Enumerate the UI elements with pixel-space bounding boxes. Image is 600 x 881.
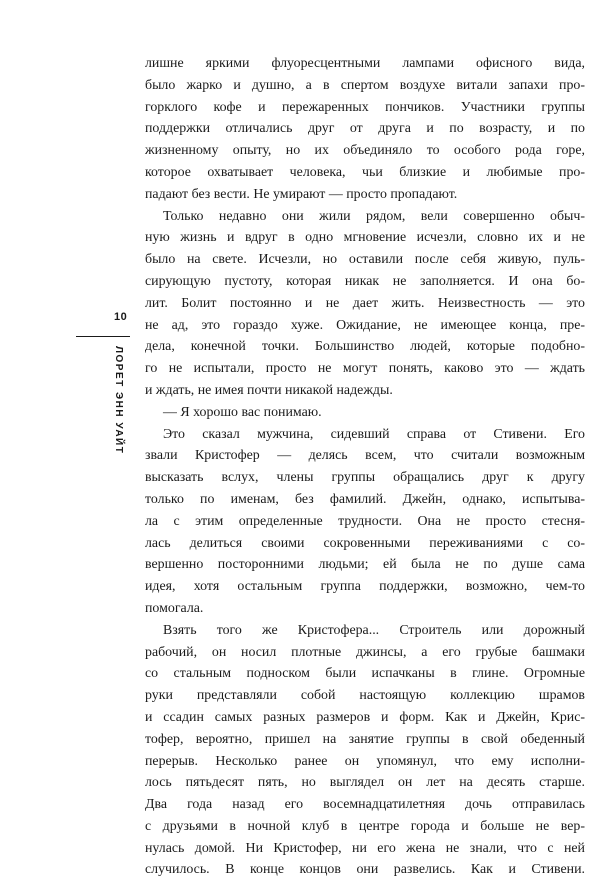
text-line: жизненному опыту, но их объединяло то особого рода горе, (145, 143, 585, 159)
text-line: было на свете. Исчезли, но оставили после себя живую, пуль- (145, 252, 585, 268)
text-line: лит. Болит постоянно и не дает жить. Неизвестность — это (145, 295, 585, 311)
text-line: рабочий, он носил плотные джинсы, а его грубые башмаки (145, 644, 585, 660)
text-line: Только недавно они жили рядом, вели совершенно обыч- (163, 208, 585, 224)
text-line: звали Кристофер — делясь всем, что считали возможным (145, 448, 585, 464)
text-line: лишне яркими флуоресцентными лампами офисного вида, (145, 56, 585, 71)
text-line: руки представляли собой настоящую коллекцию шрамов (145, 688, 585, 704)
text-line: падают без вести. Не умирают — просто пропадают. (145, 186, 458, 202)
text-line: лась делиться своими сокровенными переживаниями с со- (145, 535, 585, 551)
text-line: случилось. В конце концов они развелись. Как и Стивени. (145, 862, 585, 878)
text-line: перерыв. Несколько ранее он упомянул, что ему исполни- (145, 753, 585, 769)
text-line: лось пятьдесят пять, но выглядел он лет на десять старше. (145, 775, 585, 791)
text-line: — Я хорошо вас понимаю. (163, 404, 322, 420)
text-line: нулась домой. Ни Кристофер, ни его жена не знали, что с ней (145, 840, 585, 856)
text-line: Взять того же Кристофера... Строитель или дорожный (163, 622, 585, 638)
margin-rule (76, 336, 130, 337)
text-line: было жарко и душно, а в спертом воздухе витали запахи про- (145, 77, 585, 93)
text-line: ную жизнь и вдруг в одно мгновение исчезли, словно их и не (145, 230, 585, 246)
text-line: высказать вслух, члены группы обращались друг к другу (145, 470, 585, 486)
text-line: помогала. (145, 600, 204, 616)
paragraph (145, 402, 585, 424)
text-line: которое охватывает человека, чьи близкие и любимые про- (145, 164, 585, 180)
body-text (145, 53, 585, 881)
text-line: только по именам, без фамилий. Джейн, однако, испытыва- (145, 491, 585, 507)
text-line: горклого кофе и пережаренных пончиков. Участники группы (145, 99, 585, 115)
text-line: ла с этим определенные трудности. Она не просто стесня- (145, 513, 585, 529)
text-line: и ждать, не имея почти никакой надежды. (145, 382, 393, 398)
text-line: дела, конечной точки. Большинство людей, которые подобно- (145, 339, 585, 355)
text-line: со стальным подноском были испачканы в глине. Огромные (145, 666, 585, 682)
text-line: Два года назад его восемнадцатилетняя дочь отправилась (145, 797, 585, 813)
text-line: не ад, это гораздо хуже. Ожидание, не имеющее конца, пре- (145, 317, 585, 333)
text-line: го не испытали, просто не могут понять, каково это — ждать (145, 361, 585, 377)
text-line: идея, хотя остальным группа поддержки, возможно, чем-то (145, 579, 585, 595)
text-line: и ссадин самых разных размеров и форм. Как и Джейн, Крис- (145, 709, 585, 725)
text-line: сирующую пустоту, которая никак не заполняется. И она бо- (145, 273, 585, 289)
author-running-head: ЛОРЕТ ЭНН УАЙТ (113, 346, 124, 455)
text-line: тофер, вероятно, пришел на занятие группы в свой обеденный (145, 731, 585, 747)
text-line: вершенно посторонними людьми; ей была не по душе сама (145, 557, 585, 573)
paragraph (145, 206, 585, 402)
paragraph (145, 424, 585, 620)
text-line: с друзьями в ночной клуб в центре города и больше не вер- (145, 818, 585, 834)
page-number: 10 (114, 311, 128, 323)
text-line: Это сказал мужчина, сидевший справа от Стивени. Его (163, 426, 585, 442)
text-line: поддержки отличались друг от друга и по возрасту, и по (145, 121, 585, 137)
paragraph (145, 53, 585, 206)
paragraph (145, 620, 585, 881)
